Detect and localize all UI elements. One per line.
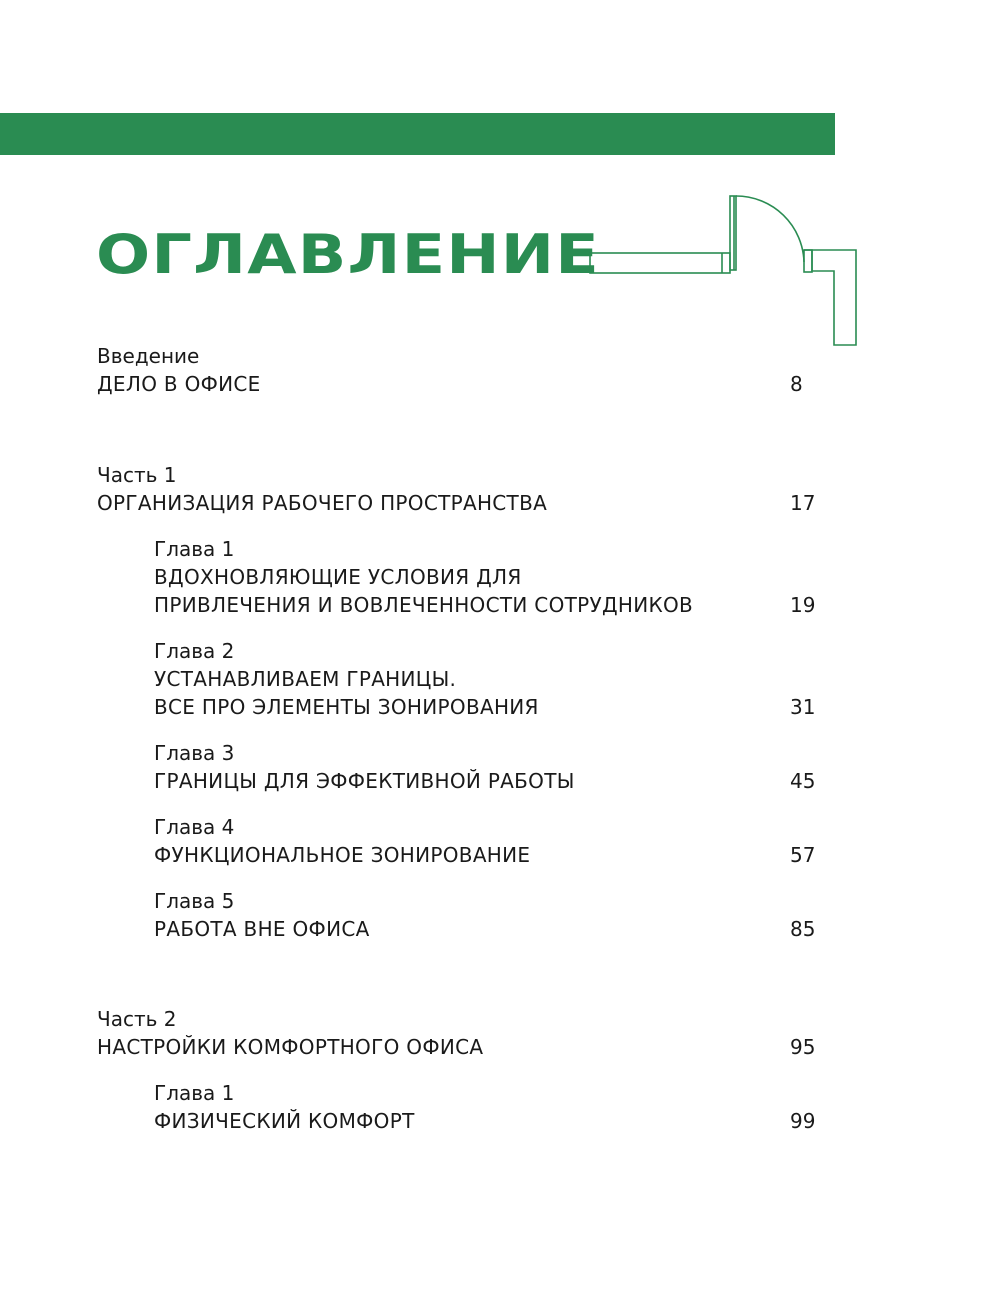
top-accent-bar (0, 113, 835, 155)
part2-chapter1-label: Глава 1 (154, 1081, 235, 1105)
part2-label: Часть 2 (97, 1007, 177, 1031)
part1-chapter1-heading-line2[interactable]: ПРИВЛЕЧЕНИЯ И ВОВЛЕЧЕННОСТИ СОТРУДНИКОВ (154, 593, 694, 617)
part1-chapter4-page-number: 57 (790, 843, 816, 867)
part1-chapter5-heading[interactable]: РАБОТА ВНЕ ОФИСА (154, 917, 370, 941)
part1-heading[interactable]: ОРГАНИЗАЦИЯ РАБОЧЕГО ПРОСТРАНСТВА (97, 491, 548, 515)
part1-label: Часть 1 (97, 463, 177, 487)
part1-chapter2-heading-line1[interactable]: УСТАНАВЛИВАЕМ ГРАНИЦЫ. (154, 667, 457, 691)
part1-chapter3-page-number: 45 (790, 769, 816, 793)
part1-chapter4-heading[interactable]: ФУНКЦИОНАЛЬНОЕ ЗОНИРОВАНИЕ (154, 843, 531, 867)
part1-chapter2-heading-line2[interactable]: ВСЕ ПРО ЭЛЕМЕНТЫ ЗОНИРОВАНИЯ (154, 695, 539, 719)
part2-page-number: 95 (790, 1035, 816, 1059)
door-plan-icon (588, 192, 863, 350)
part2-heading[interactable]: НАСТРОЙКИ КОМФОРТНОГО ОФИСА (97, 1035, 484, 1059)
part1-chapter1-label: Глава 1 (154, 537, 235, 561)
part1-chapter5-page-number: 85 (790, 917, 816, 941)
part1-chapter5-label: Глава 5 (154, 889, 235, 913)
part1-chapter3-heading[interactable]: ГРАНИЦЫ ДЛЯ ЭФФЕКТИВНОЙ РАБОТЫ (154, 769, 575, 793)
part2-chapter1-heading[interactable]: ФИЗИЧЕСКИЙ КОМФОРТ (154, 1109, 415, 1133)
page-title: ОГЛАВЛЕНИЕ (96, 223, 601, 286)
part2-chapter1-page-number: 99 (790, 1109, 816, 1133)
part1-chapter1-page-number: 19 (790, 593, 816, 617)
part1-chapter2-label: Глава 2 (154, 639, 235, 663)
part1-chapter4-label: Глава 4 (154, 815, 235, 839)
intro-heading[interactable]: ДЕЛО В ОФИСЕ (97, 372, 261, 396)
part1-chapter2-page-number: 31 (790, 695, 816, 719)
intro-page-number: 8 (790, 372, 803, 396)
part1-chapter3-label: Глава 3 (154, 741, 235, 765)
intro-label: Введение (97, 344, 200, 368)
part1-chapter1-heading-line1[interactable]: ВДОХНОВЛЯЮЩИЕ УСЛОВИЯ ДЛЯ (154, 565, 522, 589)
part1-page-number: 17 (790, 491, 816, 515)
